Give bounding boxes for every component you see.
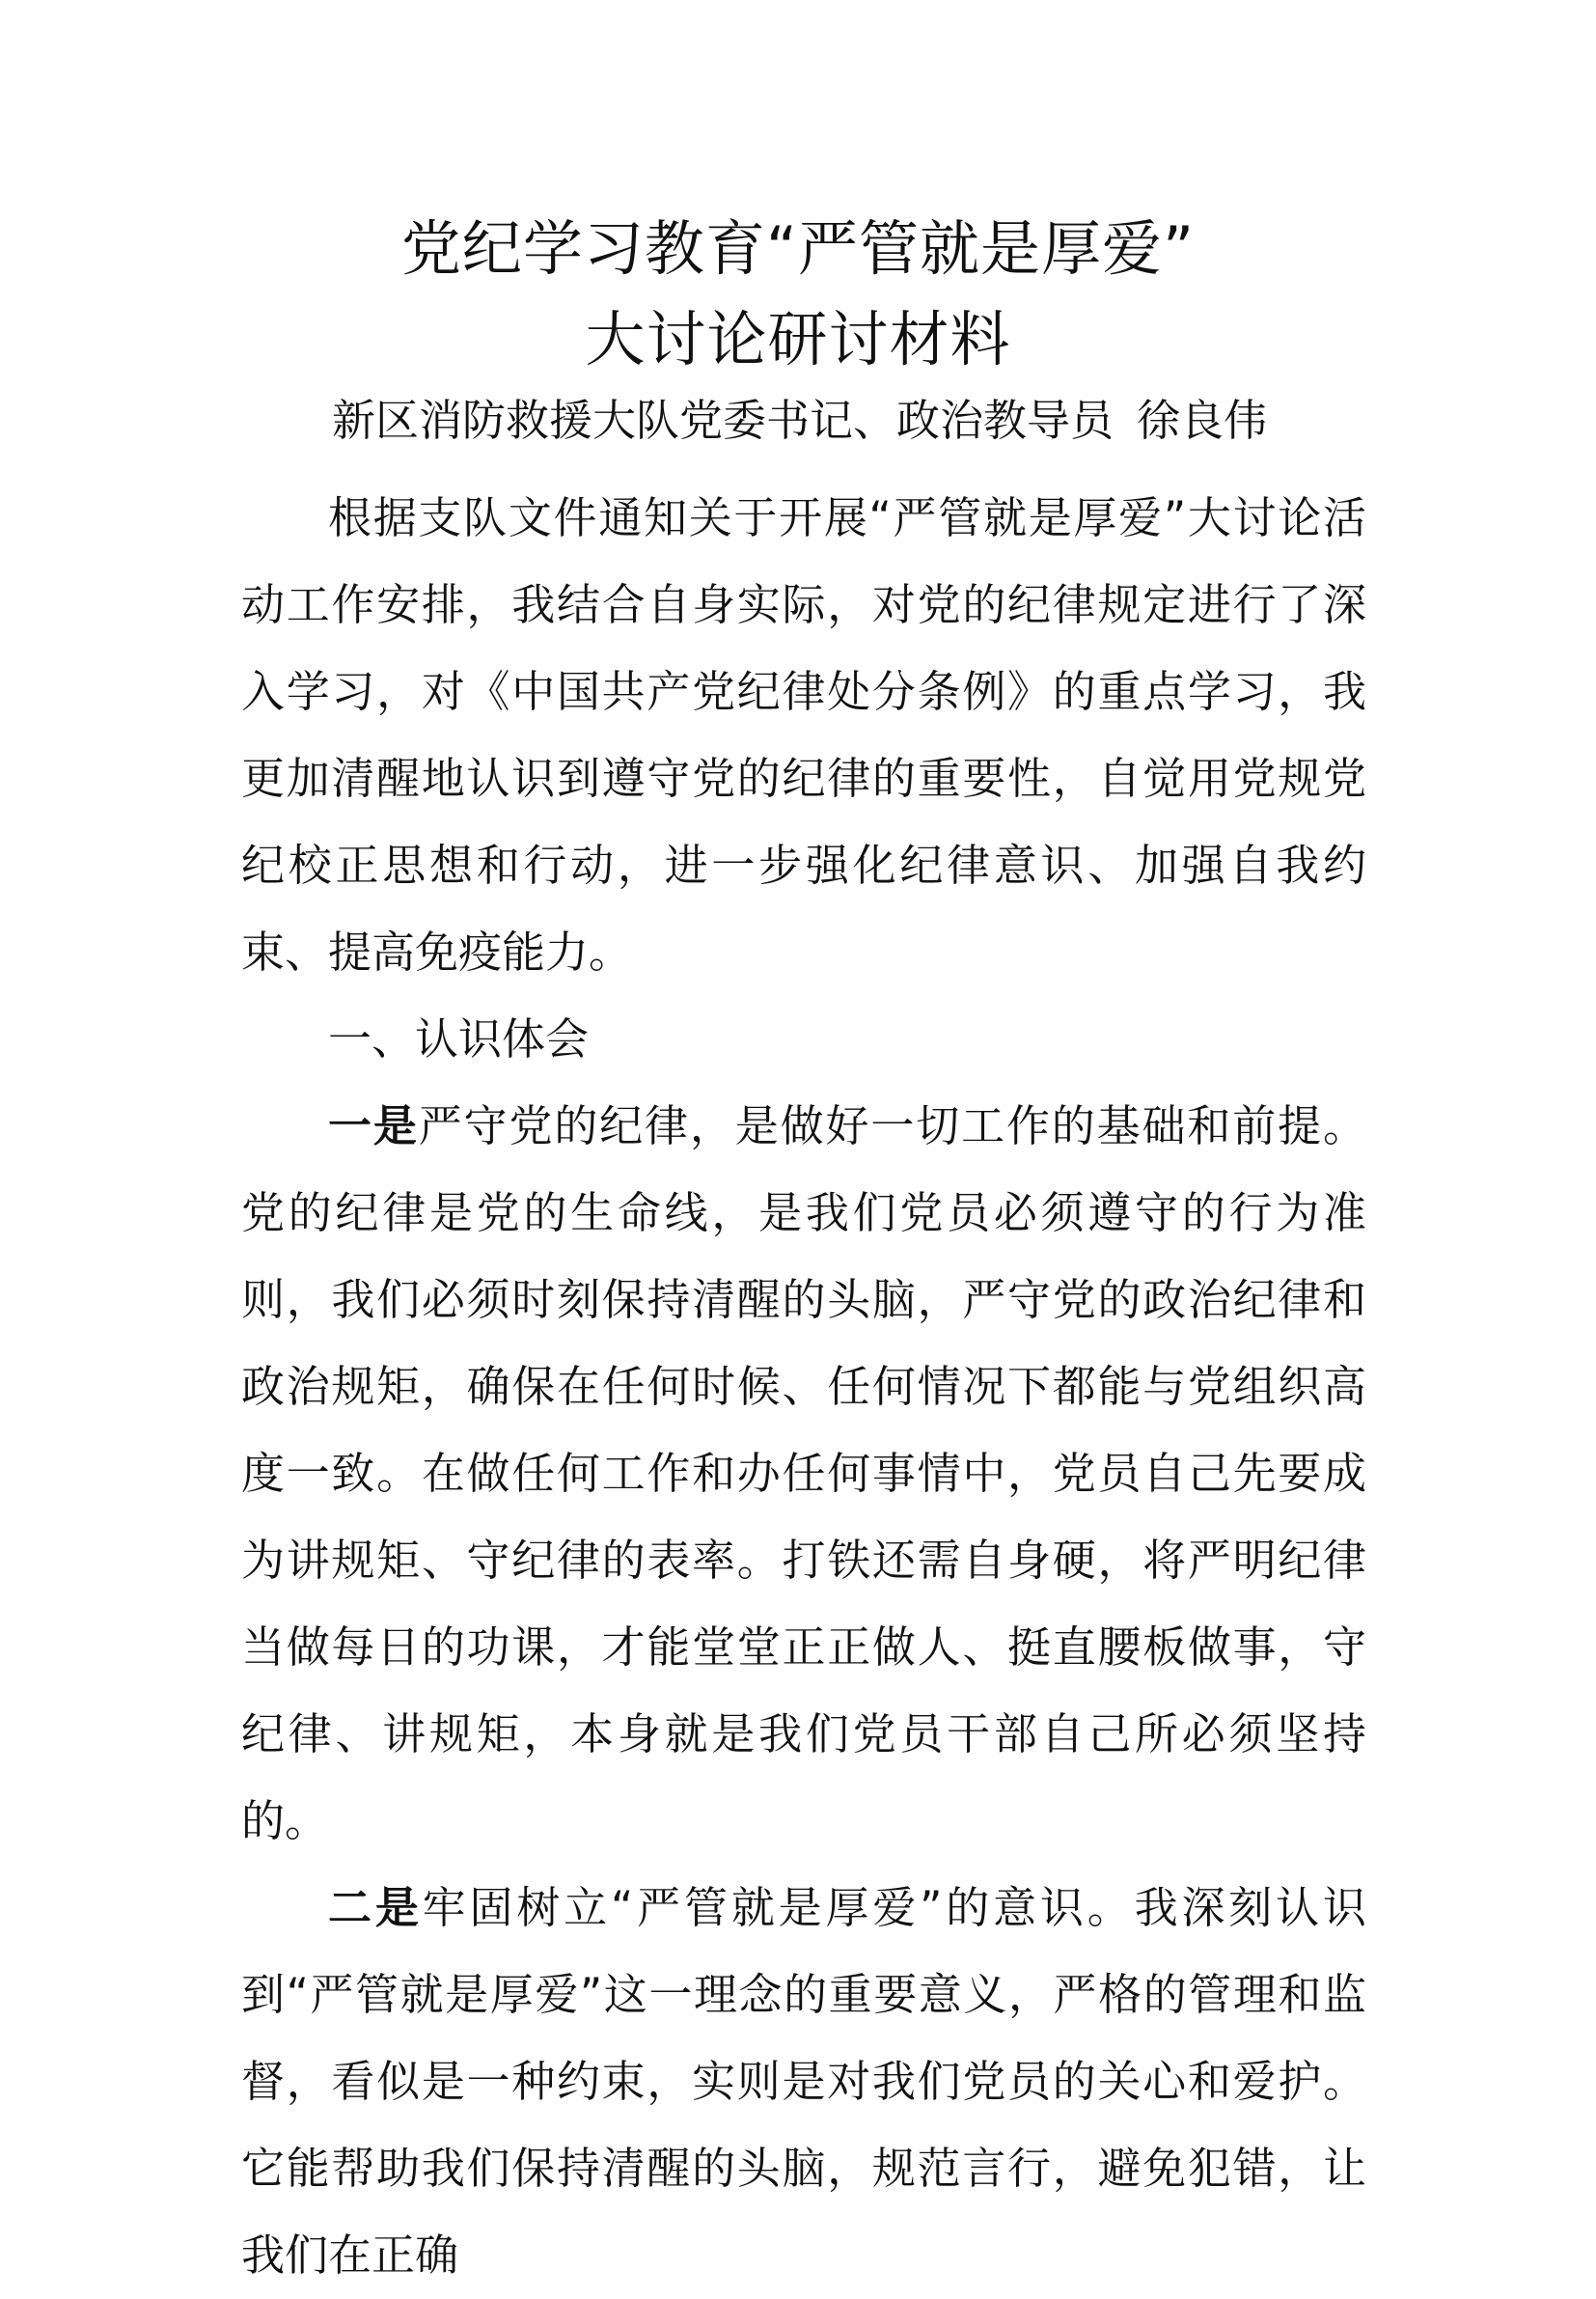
point-2-lead: 二是 — [328, 1882, 423, 1933]
point-2-paragraph — [241, 1865, 1366, 2299]
intro-paragraph: 根据支队文件通知关于开展“严管就是厚爱”大讨论活动工作安排，我结合自身实际，对党的纪律规定进行了深入学习，对《中国共产党纪律处分条例》的重点学习，我更加清醒地认识到遵守党的纪律的重要性，自觉用党规党纪校正思想和行动，进一步强化纪律意识、加强自我约束、提高免疫能力。 — [241, 492, 1366, 978]
point-1-text: 严守党的纪律，是做好一切工作的基础和前提。党的纪律是党的生命线，是我们党员必须遵守的行为准则，我们必须时刻保持清醒的头脑，严守党的政治纪律和政治规矩，确保在任何时候、任何情况下都能与党组织高度一致。在做任何工作和办任何事情中，党员自己先要成为讲规矩、守纪律的表率。打铁还需自身硬，将严明纪律当做每日的功课，才能堂堂正正做人、挺直腰板做事，守纪律、讲规矩，本身就是我们党员干部自己所必须坚持的。 — [241, 1100, 1366, 1846]
author-name: 徐良伟 — [1137, 395, 1268, 446]
point-2-text: 牢固树立“严管就是厚爱”的意识。我深刻认识到“严管就是厚爱”这一理念的重要意义，严格的管理和监督，看似是一种约束，实则是对我们党员的关心和爱护。它能帮助我们保持清醒的头脑，规范言行，避免犯错，让我们在正确 — [241, 1882, 1366, 2281]
document-body — [241, 475, 1366, 2299]
section-heading: 一、认识体会 — [328, 1013, 590, 1065]
point-1-lead: 一是 — [328, 1100, 419, 1151]
author-line — [332, 392, 1267, 450]
point-1-paragraph — [241, 1083, 1366, 1865]
document-title-line-2: 大讨论研讨材料 — [585, 304, 1011, 374]
author-role: 新区消防救援大队党委书记、政治教导员 — [332, 395, 1114, 446]
document-title-line-1: 党纪学习教育“严管就是厚爱” — [400, 213, 1196, 284]
